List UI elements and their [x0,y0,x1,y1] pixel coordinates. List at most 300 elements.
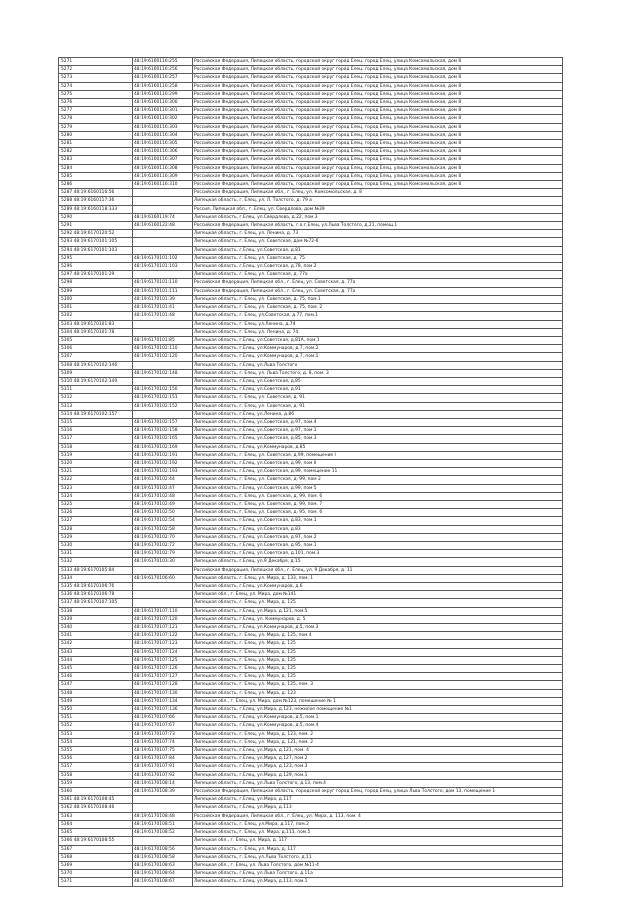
table-row [59,763,563,771]
address-cell: Российская Федерация, Липецкая обл., г. Елец, ул. Советская, д. 77а [193,287,563,295]
row-number-cell: 5274 [59,82,133,90]
table-row [59,500,563,508]
address-cell: Российская Федерация, Липецкая область, городской округ город Елец, город Елец, улица Комсомольская, дом 8 [193,181,563,189]
cadastral-number-cell: 48:19:6170107:121 [133,624,193,632]
address-cell: Липецкая область, г. Елец, ул.Льва Толстого, д.11 [193,853,563,861]
row-number-cell: 5371 [59,878,133,886]
cadastral-number-cell: 48:19:6170102:110 [133,345,193,353]
table-row [59,402,563,410]
address-cell: Липецкая область, г.Елец, ул.Коммунаров, д.7, пом.2 [193,345,563,353]
row-number-cell: 5310 48:19:6170102:149 [59,377,133,385]
cadastral-number-cell: 48:19:6160116:299 [133,90,193,98]
address-cell: Российская Федерация, Липецкая область, городской округ город Елец, город Елец, улица Льва Толстого, дом 13, помещение 1 [193,788,563,796]
cadastral-number-cell: 48:19:6170107:123 [133,640,193,648]
table-row [59,361,563,369]
cadastral-number-cell: 48:19:6160116:304 [133,131,193,139]
cadastral-number-cell: 48:19:6160116:306 [133,148,193,156]
cadastral-number-cell: 48:19:6170107:134 [133,697,193,705]
address-cell: Липецкая область, г.Елец, ул.Советская, д.78, пом.2 [193,263,563,271]
cadastral-number-cell: 48:19:6170107:124 [133,648,193,656]
cadastral-number-cell: 48:19:6170102:150 [133,386,193,394]
address-cell: Липецкая область, г. Елец, ул. Советская, д. 77а [193,271,563,279]
table-row [59,665,563,673]
row-number-cell: 5326 [59,509,133,517]
address-cell: Липецкая область, г. Елец, ул. Мира, д. 125 [193,640,563,648]
table-row [59,336,563,344]
row-number-cell: 5300 [59,295,133,303]
row-number-cell: 5344 [59,656,133,664]
table-row [59,853,563,861]
cadastral-number-cell: 48:19:6170107:91 [133,763,193,771]
cadastral-number-cell: 48:19:6170102:72 [133,541,193,549]
table-row [59,755,563,763]
table-row [59,476,563,484]
table-row [59,673,563,681]
address-cell: Липецкая область, г. Елец, ул. Советская, д. 75, пом. 2 [193,304,563,312]
address-cell: Липецкая область, г. Елец, ул. Мира, д. 125 [193,656,563,664]
cadastral-number-cell: 48:19:6170102:193 [133,468,193,476]
cadastral-number-cell: 48:19:6160116:301 [133,107,193,115]
address-cell: Липецкая область, г.Елец, ул.Ленина, д.86 [193,410,563,418]
address-cell: Липецкая обл., г. Елец, ул. Мира, дом №141 [193,591,563,599]
cadastral-number-cell: 48:19:6170102:169 [133,443,193,451]
address-cell: Липецкая область, г.Елец, ул.Мира, д.113 [193,804,563,812]
address-cell: Липецкая область, г. Елец, ул. Мира, д.113, пом.5 [193,829,563,837]
address-cell: Липецкая область, г.Елец, ул.9 Декабря, д.15 [193,558,563,566]
row-number-cell: 5286 [59,181,133,189]
table-row [59,484,563,492]
row-number-cell: 5303 48:19:6170101:83 [59,320,133,328]
row-number-cell: 5356 [59,755,133,763]
address-cell: Липецкая область, г.Елец, ул.Советская, д.99, помещение 11 [193,468,563,476]
cadastral-number-cell [133,599,193,607]
address-cell: Липецкая обл., г. Елец, ул. Льва Толстого, дом №11-4 [193,861,563,869]
row-number-cell: 5338 [59,607,133,615]
row-number-cell: 5313 [59,402,133,410]
row-number-cell: 5306 [59,345,133,353]
table-row [59,82,563,90]
address-cell: Липецкая область, г.Елец, ул.Коммунаров, д.5, пом.4 [193,722,563,730]
table-row [59,870,563,878]
address-cell: Липецкая область, г.Елец, ул.Советская, д.91 [193,386,563,394]
cadastral-number-cell [133,566,193,574]
cadastral-number-cell: 48:19:6170107:84 [133,755,193,763]
table-row [59,222,563,230]
row-number-cell: 5289 48:19:6160118:333 [59,205,133,213]
registry-sheet [58,57,562,887]
table-row [59,197,563,205]
table-row [59,99,563,107]
cadastral-number-cell: 48:19:6170101:85 [133,336,193,344]
address-cell: Липецкая область, г.Елец, ул.Советская, д.83 [193,525,563,533]
row-number-cell: 5368 [59,853,133,861]
row-number-cell: 5287 48:19:6160116:56 [59,189,133,197]
row-number-cell: 5298 [59,279,133,287]
row-number-cell: 5357 [59,763,133,771]
cadastral-number-cell: 48:19:6170108:63 [133,861,193,869]
address-cell: Липецкая обл., г. Елец, ул. Мира, дом №123, помещение № 1 [193,697,563,705]
table-row [59,492,563,500]
cadastral-number-cell [133,591,193,599]
table-row [59,90,563,98]
address-cell: Российская Федерация, Липецкая обл., г. Елец, ул. Комсомольская, д. 8 [193,189,563,197]
row-number-cell: 5347 [59,681,133,689]
cadastral-number-cell [133,230,193,238]
cadastral-number-cell: 48:19:6170107:128 [133,681,193,689]
address-cell: Липецкая область, г. Елец, ул. Мира, д. 125 [193,665,563,673]
table-row [59,706,563,714]
row-number-cell: 5354 [59,738,133,746]
cadastral-number-cell [133,238,193,246]
address-cell: Липецкая область, г.Елец, ул.Коммунаров, д.85 [193,443,563,451]
table-row [59,804,563,812]
address-cell: Российская Федерация, Липецкая обл., г. Елец, ул. Мира, д. 113, пом. 4 [193,812,563,820]
cadastral-number-cell: 48:19:6170102:48 [133,492,193,500]
table-row [59,148,563,156]
address-cell: Липецкая область, г.Елец, ул.Советская, д.97, пом.4 [193,418,563,426]
table-row [59,845,563,853]
row-number-cell: 5316 [59,427,133,435]
table-row [59,107,563,115]
address-cell: Липецкая область, г. Елец, ул. Советская, д. 75, пом.1 [193,295,563,303]
table-row [59,771,563,779]
cadastral-number-cell: 48:19:6170102:47 [133,484,193,492]
address-cell: Липецкая обл., г. Елец, ул. Мира, д. 117 [193,837,563,845]
cadastral-number-cell [133,796,193,804]
row-number-cell: 5367 [59,845,133,853]
table-row [59,566,563,574]
table-row [59,599,563,607]
table-row [59,648,563,656]
row-number-cell: 5314 48:19:6170102:157 [59,410,133,418]
cadastral-number-cell: 48:19:6160122:48 [133,222,193,230]
table-row [59,394,563,402]
cadastral-number-cell: 48:19:6170107:136 [133,706,193,714]
table-row [59,246,563,254]
address-cell: Липецкая область, г.Елец, ул.Коммунаров, д.5, пом.3 [193,624,563,632]
registry-rows [59,58,563,887]
cadastral-number-cell: 48:19:6170101:110 [133,279,193,287]
row-number-cell: 5352 [59,722,133,730]
cadastral-number-cell: 48:19:6160116:302 [133,115,193,123]
cadastral-number-cell: 48:19:6170107:92 [133,771,193,779]
cadastral-number-cell [133,410,193,418]
cadastral-number-cell: 48:19:6160116:258 [133,82,193,90]
table-row [59,583,563,591]
table-row [59,779,563,787]
table-row [59,640,563,648]
row-number-cell: 5319 [59,451,133,459]
table-row [59,878,563,886]
cadastral-number-cell: 48:19:6170101:48 [133,312,193,320]
cadastral-number-cell: 48:19:6170107:122 [133,632,193,640]
address-cell: Липецкая область, г. Елец, ул. Мира, д. 133, пом. 1 [193,574,563,582]
cadastral-number-cell: 48:19:6170102:151 [133,394,193,402]
address-cell: Липецкая область, г. Елец, ул. Мира, д. 125 [193,648,563,656]
address-cell: Липецкая область, г. Елец, ул. Л. Толстого, д. 79 а [193,197,563,205]
table-row [59,788,563,796]
address-cell: Липецкая область, г. Елец, ул. Ленина, д. 74 [193,328,563,336]
row-number-cell: 5334 [59,574,133,582]
cadastral-number-cell: 48:19:6170101:111 [133,287,193,295]
address-cell: Липецкая область, г. Елец, ул. Мира, д. 125, пом 4 [193,632,563,640]
cadastral-number-cell: 48:19:6170107:74 [133,738,193,746]
address-cell: Российская Федерация, Липецкая область, городской округ город Елец, город Елец, улица Комсомольская, дом 8 [193,74,563,82]
table-row [59,287,563,295]
table-row [59,861,563,869]
row-number-cell: 5360 [59,788,133,796]
row-number-cell: 5318 [59,443,133,451]
row-number-cell: 5336 48:19:6170106:78 [59,591,133,599]
cadastral-number-cell: 48:19:6170106:60 [133,574,193,582]
address-cell: Российская Федерация, Липецкая обл., г. Елец, ул. 9 Декабря, д. 11 [193,566,563,574]
row-number-cell: 5320 [59,459,133,467]
row-number-cell: 5307 [59,353,133,361]
table-row [59,574,563,582]
cadastral-number-cell: 48:19:6170107:66 [133,714,193,722]
row-number-cell: 5361 48:19:6170108:45 [59,796,133,804]
table-row [59,820,563,828]
address-cell: Липецкая область, г.Елец, ул.Советская, д.95, пом.1 [193,541,563,549]
table-row [59,213,563,221]
table-row [59,747,563,755]
table-row [59,181,563,189]
address-cell: Липецкая область, г. Елец, ул. Советская, д.99, помещение I [193,451,563,459]
row-number-cell: 5332 [59,558,133,566]
address-cell: Липецкая область, г. Елец, ул. Мира, д. 125 [193,599,563,607]
address-cell: Российская Федерация, Липецкая область, городской округ город Елец, город Елец, улица Комсомольская, дом 8 [193,66,563,74]
table-row [59,345,563,353]
row-number-cell: 5272 [59,66,133,74]
address-cell: Липецкая область, г.Елец, ул.Советская, д.101, пом.3 [193,550,563,558]
table-row [59,320,563,328]
table-row [59,525,563,533]
cadastral-number-cell: 48:19:6170102:58 [133,525,193,533]
address-cell: Российская Федерация, Липецкая область, городской округ город Елец, город Елец, улица Комсомольская, дом 8 [193,164,563,172]
cadastral-number-cell: 48:19:6170102:49 [133,500,193,508]
row-number-cell: 5291 [59,222,133,230]
address-cell: Россия, Липецкая обл., г. Елец, ул. Свердлова, дом №39 [193,205,563,213]
table-row [59,279,563,287]
table-row [59,238,563,246]
row-number-cell: 5296 [59,263,133,271]
row-number-cell: 5350 [59,706,133,714]
address-cell: Липецкая область, г.Елец, ул.Советская, д.97, пом.2 [193,533,563,541]
table-row [59,427,563,435]
row-number-cell: 5315 [59,418,133,426]
cadastral-number-cell: 48:19:6170102:120 [133,353,193,361]
address-cell: Липецкая область, г. Елец, ул. Мира, д. 117 [193,845,563,853]
cadastral-number-cell: 48:19:6170107:75 [133,747,193,755]
table-row [59,837,563,845]
table-row [59,172,563,180]
table-row [59,115,563,123]
table-row [59,656,563,664]
table-row [59,550,563,558]
cadastral-number-cell: 48:19:6170101:39 [133,295,193,303]
cadastral-number-cell [133,246,193,254]
row-number-cell: 5278 [59,115,133,123]
address-cell: Липецкая область, г. Елец, ул. Советская, д. 99, пом. 6 [193,492,563,500]
table-row [59,714,563,722]
row-number-cell: 5312 [59,394,133,402]
address-cell: Липецкая область, г.Елец, ул.Советская, д.85, пом.3 [193,435,563,443]
row-number-cell: 5308 48:19:6170102:146 [59,361,133,369]
address-cell: Липецкая область, г. Елец, ул. Льва Толстого, д. 8, пом. 3 [193,369,563,377]
table-row [59,254,563,262]
row-number-cell: 5370 [59,870,133,878]
address-cell: Липецкая область, г. Елец, ул. Советская, д. 95, пом. 6 [193,509,563,517]
address-cell: Липецкая область, г. Елец, ул.Ленина, д.74 [193,320,563,328]
address-cell: Российская Федерация, Липецкая область, городской округ город Елец, город Елец, улица Комсомольская, дом 8 [193,99,563,107]
table-row [59,418,563,426]
row-number-cell: 5359 [59,779,133,787]
row-number-cell: 5333 48:19:6170105:84 [59,566,133,574]
cadastral-number-cell: 48:19:6160119:74 [133,213,193,221]
address-cell: Липецкая область, г.Елец, ул.Свердлова, д.22, пом.3 [193,213,563,221]
address-cell: Липецкая область, г.Елец, ул.Мира, д.127, пом.2 [193,755,563,763]
address-cell: Липецкая область, г.Елец, ул.Мира, д.113, пом.1 [193,878,563,886]
cadastral-number-cell: 48:19:6160116:308 [133,164,193,172]
address-cell: Липецкая область, г.Елец, ул. Коммунаров, д. 5 [193,615,563,623]
row-number-cell: 5335 48:19:6170106:76 [59,583,133,591]
address-cell: Липецкая область, г.Елец, ул.Коммунаров, д.5, пом.1 [193,714,563,722]
table-row [59,230,563,238]
row-number-cell: 5337 48:19:6170107:105 [59,599,133,607]
cadastral-number-cell: 48:19:6170108:39 [133,788,193,796]
row-number-cell: 5295 [59,254,133,262]
table-row [59,271,563,279]
row-number-cell: 5301 [59,304,133,312]
address-cell: Липецкая область, г. Елец, ул.Советская, д.77, пом.1 [193,312,563,320]
row-number-cell: 5348 [59,689,133,697]
cadastral-number-cell: 48:19:6170108:56 [133,845,193,853]
address-cell: Липецкая область, г.Елец, ул.Льва Толстого, д.11а [193,870,563,878]
cadastral-number-cell: 48:19:6170101:103 [133,263,193,271]
row-number-cell: 5364 [59,820,133,828]
table-row [59,304,563,312]
cadastral-number-cell [133,328,193,336]
row-number-cell: 5362 48:19:6170108:46 [59,804,133,812]
cadastral-number-cell: 48:19:6160116:310 [133,181,193,189]
cadastral-number-cell: 48:19:6170107:125 [133,656,193,664]
address-cell: Липецкая область, г. Елец, ул. Мира, д. 123, пом. 2 [193,730,563,738]
row-number-cell: 5317 [59,435,133,443]
row-number-cell: 5343 [59,648,133,656]
cadastral-number-cell: 48:19:6170103:30 [133,558,193,566]
cadastral-number-cell: 48:19:6170107:73 [133,730,193,738]
cadastral-number-cell: 48:19:6170102:158 [133,427,193,435]
address-cell: Липецкая область, г.Елец, ул.Советская, д.99, пом 5 [193,484,563,492]
row-number-cell: 5329 [59,533,133,541]
address-cell: Липецкая область, г. Елец, ул. Советская, д. 91 [193,402,563,410]
row-number-cell: 5369 [59,861,133,869]
table-row [59,189,563,197]
row-number-cell: 5309 [59,369,133,377]
row-number-cell: 5321 [59,468,133,476]
address-cell: Липецкая область, г. Елец, ул. Мира, д. 121, пом. 2 [193,738,563,746]
table-row [59,386,563,394]
cadastral-number-cell: 48:19:6160116:255 [133,58,193,66]
table-row [59,123,563,131]
cadastral-number-cell: 48:19:6160116:300 [133,99,193,107]
table-row [59,812,563,820]
address-cell: Липецкая область, г.Елец, ул.Коммунаров, д.7, пом.1 [193,353,563,361]
cadastral-number-cell [133,361,193,369]
cadastral-number-cell [133,320,193,328]
row-number-cell: 5290 [59,213,133,221]
table-row [59,517,563,525]
row-number-cell: 5273 [59,74,133,82]
row-number-cell: 5339 [59,615,133,623]
address-cell: Липецкая область, г.Елец, ул.Советская, д.99, пом II [193,459,563,467]
address-cell: Липецкая область, г.Елец, ул.Советская, д.83, пом.1 [193,517,563,525]
table-row [59,66,563,74]
row-number-cell: 5353 [59,730,133,738]
row-number-cell: 5271 [59,58,133,66]
cadastral-number-cell: 48:19:6170108:64 [133,870,193,878]
address-cell: Липецкая область, г.Елец, ул.Мира, д.121, пом. 4 [193,747,563,755]
address-cell: Российская Федерация, Липецкая область, городской округ город Елец, город Елец, улица Комсомольская, дом 8 [193,90,563,98]
address-cell: Липецкая область, г. Елец, ул. Советская, д. 75 [193,254,563,262]
cadastral-number-cell: 48:19:6170102:157 [133,418,193,426]
row-number-cell: 5285 [59,172,133,180]
registry-table [58,57,563,887]
row-number-cell: 5276 [59,99,133,107]
address-cell: Липецкая область, г.Елец, ул.Мира, д.129, пом.1 [193,771,563,779]
table-row [59,624,563,632]
row-number-cell: 5324 [59,492,133,500]
table-row [59,156,563,164]
table-row [59,615,563,623]
row-number-cell: 5284 [59,164,133,172]
cadastral-number-cell [133,804,193,812]
table-row [59,164,563,172]
cadastral-number-cell [133,377,193,385]
row-number-cell: 5346 [59,673,133,681]
address-cell: Российская Федерация, Липецкая область, г.о.г.Елец, ул.Льва Толстого, д.21, помещ.1 [193,222,563,230]
cadastral-number-cell: 48:19:6170102:54 [133,517,193,525]
cadastral-number-cell [133,837,193,845]
address-cell: Липецкая область, г. Елец, ул. Советская, дом №72-6 [193,238,563,246]
cadastral-number-cell: 48:19:6170102:44 [133,476,193,484]
address-cell: Липецкая область, г. Елец, ул. Советская, д. 99, пом 2 [193,476,563,484]
row-number-cell: 5311 [59,386,133,394]
table-row [59,369,563,377]
cadastral-number-cell: 48:19:6170102:191 [133,451,193,459]
address-cell: Российская Федерация, Липецкая область, городской округ город Елец, город Елец, улица Комсомольская, дом 8 [193,58,563,66]
cadastral-number-cell [133,583,193,591]
address-cell: Липецкая область, г.Елец, ул.Советская, д.85 [193,377,563,385]
cadastral-number-cell: 48:19:6170108:58 [133,853,193,861]
table-row [59,58,563,66]
cadastral-number-cell: 48:19:6170108:14 [133,779,193,787]
table-row [59,681,563,689]
row-number-cell: 5366 48:19:6170108:55 [59,837,133,845]
row-number-cell: 5325 [59,500,133,508]
row-number-cell: 5288 48:19:6160117:36 [59,197,133,205]
table-row [59,829,563,837]
row-number-cell: 5323 [59,484,133,492]
row-number-cell: 5327 [59,517,133,525]
cadastral-number-cell: 48:19:6170107:110 [133,607,193,615]
address-cell: Российская Федерация, Липецкая область, городской округ город Елец, город Елец, улица Комсомольская, дом 8 [193,123,563,131]
table-row [59,131,563,139]
row-number-cell: 5365 [59,829,133,837]
cadastral-number-cell: 48:19:6170108:51 [133,820,193,828]
address-cell: Липецкая область, г. Елец, ул. Мира, д. 125 [193,673,563,681]
table-row [59,353,563,361]
